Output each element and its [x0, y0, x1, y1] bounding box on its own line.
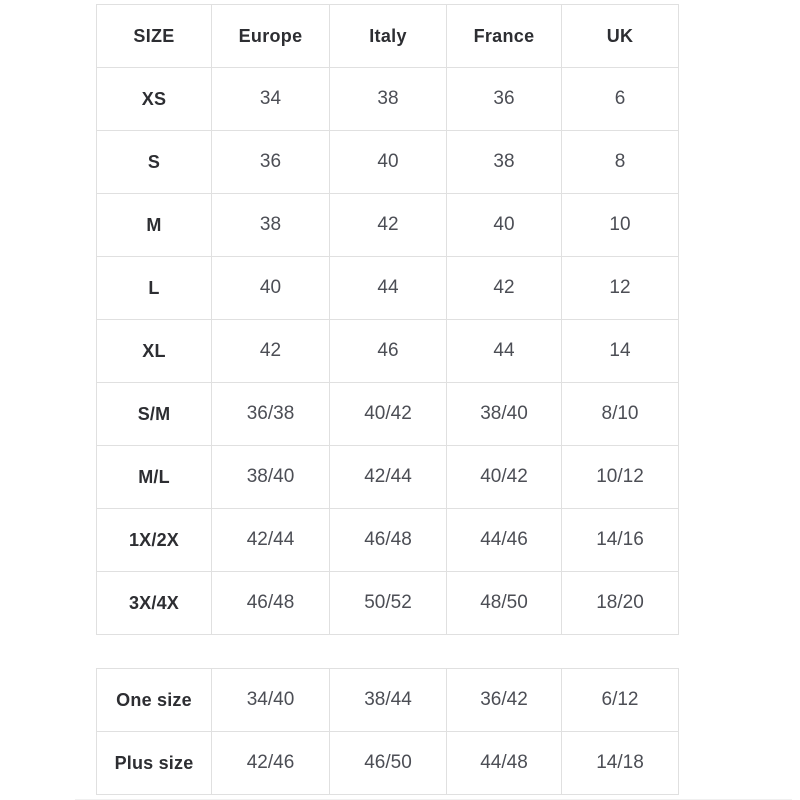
column-header-italy: Italy	[330, 5, 447, 68]
europe-value-cell: 34	[212, 68, 330, 131]
table-row-1x-2x	[97, 509, 679, 572]
table-row-s	[97, 131, 679, 194]
europe-value-cell: 38/40	[212, 446, 330, 509]
europe-value-cell: 42/46	[212, 732, 330, 795]
italy-value-cell: 42	[330, 194, 447, 257]
europe-value-cell: 38	[212, 194, 330, 257]
italy-value-cell: 40	[330, 131, 447, 194]
france-value-cell: 42	[447, 257, 562, 320]
uk-value-cell: 14	[562, 320, 679, 383]
size-label-cell: M	[97, 194, 212, 257]
france-value-cell: 44/46	[447, 509, 562, 572]
italy-value-cell: 46/50	[330, 732, 447, 795]
france-value-cell: 44/48	[447, 732, 562, 795]
table-row-s-m	[97, 383, 679, 446]
size-label-cell: XL	[97, 320, 212, 383]
size-label-cell: 3X/4X	[97, 572, 212, 635]
france-value-cell: 36/42	[447, 669, 562, 732]
europe-value-cell: 36	[212, 131, 330, 194]
uk-value-cell: 6	[562, 68, 679, 131]
column-header-uk: UK	[562, 5, 679, 68]
column-header-france: France	[447, 5, 562, 68]
uk-value-cell: 14/16	[562, 509, 679, 572]
italy-value-cell: 38	[330, 68, 447, 131]
italy-value-cell: 42/44	[330, 446, 447, 509]
uk-value-cell: 10/12	[562, 446, 679, 509]
size-label-cell: Plus size	[97, 732, 212, 795]
size-label-cell: L	[97, 257, 212, 320]
italy-value-cell: 44	[330, 257, 447, 320]
france-value-cell: 38/40	[447, 383, 562, 446]
europe-value-cell: 42	[212, 320, 330, 383]
italy-value-cell: 38/44	[330, 669, 447, 732]
italy-value-cell: 46/48	[330, 509, 447, 572]
table-row-xs	[97, 68, 679, 131]
table-header-row	[97, 5, 679, 68]
uk-value-cell: 8/10	[562, 383, 679, 446]
size-label-cell: One size	[97, 669, 212, 732]
france-value-cell: 44	[447, 320, 562, 383]
size-label-cell: XS	[97, 68, 212, 131]
italy-value-cell: 40/42	[330, 383, 447, 446]
column-header-size: SIZE	[97, 5, 212, 68]
uk-value-cell: 14/18	[562, 732, 679, 795]
size-label-cell: 1X/2X	[97, 509, 212, 572]
table-row-m-l	[97, 446, 679, 509]
table-row-3x-4x	[97, 572, 679, 635]
france-value-cell: 40	[447, 194, 562, 257]
table-row-xl	[97, 320, 679, 383]
special-sizes-table	[96, 668, 679, 795]
size-conversion-table	[96, 4, 679, 635]
france-value-cell: 40/42	[447, 446, 562, 509]
size-label-cell: S/M	[97, 383, 212, 446]
italy-value-cell: 50/52	[330, 572, 447, 635]
uk-value-cell: 6/12	[562, 669, 679, 732]
france-value-cell: 38	[447, 131, 562, 194]
europe-value-cell: 36/38	[212, 383, 330, 446]
size-label-cell: M/L	[97, 446, 212, 509]
europe-value-cell: 46/48	[212, 572, 330, 635]
italy-value-cell: 46	[330, 320, 447, 383]
size-label-cell: S	[97, 131, 212, 194]
table-row-plus-size	[97, 732, 679, 795]
table-row-l	[97, 257, 679, 320]
europe-value-cell: 42/44	[212, 509, 330, 572]
table-row-m	[97, 194, 679, 257]
europe-value-cell: 40	[212, 257, 330, 320]
uk-value-cell: 18/20	[562, 572, 679, 635]
europe-value-cell: 34/40	[212, 669, 330, 732]
uk-value-cell: 10	[562, 194, 679, 257]
uk-value-cell: 8	[562, 131, 679, 194]
table-row-one-size	[97, 669, 679, 732]
column-header-europe: Europe	[212, 5, 330, 68]
france-value-cell: 36	[447, 68, 562, 131]
france-value-cell: 48/50	[447, 572, 562, 635]
uk-value-cell: 12	[562, 257, 679, 320]
